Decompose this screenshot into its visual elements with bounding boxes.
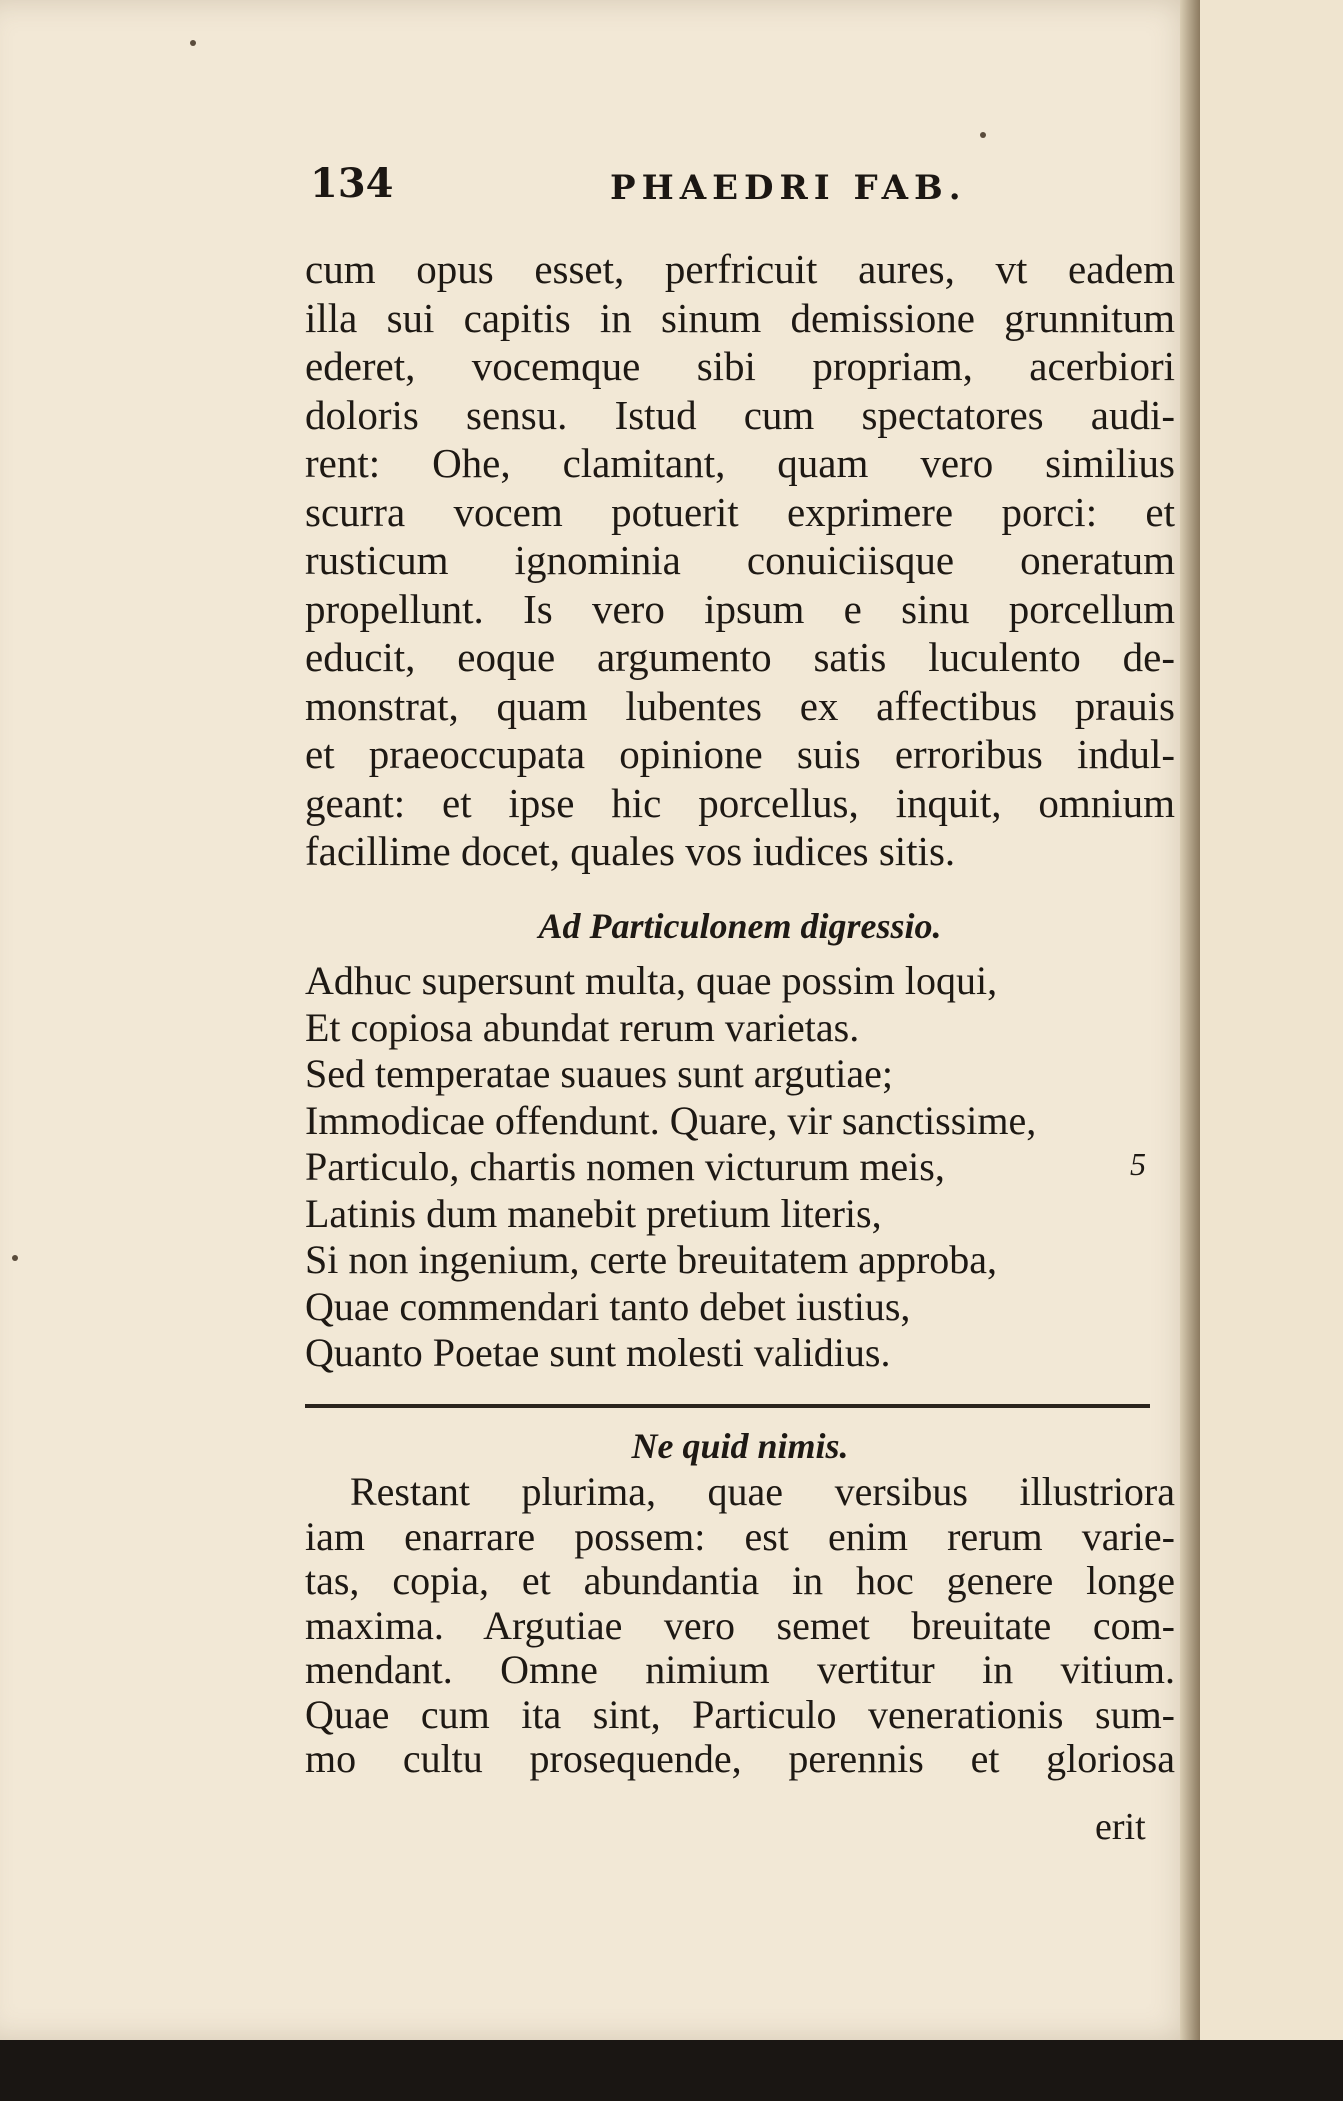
text-line: propellunt. Is vero ipsum e sinu porcellum [305, 585, 1175, 632]
text-line: geant: et ipse hic porcellus, inquit, omnium [305, 779, 1175, 826]
text-line: facillime docet, quales vos iudices sitis. [305, 828, 956, 874]
page-number: 134 [310, 160, 394, 207]
verse-line: Si non ingenium, certe breuitatem approba, [305, 1237, 998, 1282]
catchword: erit [1095, 1806, 1146, 1848]
text-line: mendant. Omne nimium vertitur in vitium. [305, 1647, 1175, 1692]
text-line: Restant plurima, quae versibus illustriora [350, 1469, 1175, 1514]
text-line: ederet, vocemque sibi propriam, acerbiori [305, 343, 1175, 389]
prose-paragraph-1 [305, 245, 1175, 876]
text-line: rusticum ignominia conuiciisque oneratum [305, 537, 1175, 583]
running-title: PHAEDRI FAB. [610, 168, 967, 208]
text-line: educit, eoque argumento satis luculento de- [305, 634, 1175, 680]
verse-line: Sed temperatae suaues sunt argutiae; [305, 1051, 893, 1096]
facing-page-edge [1190, 0, 1343, 2040]
text-line: rent: Ohe, clamitant, quam vero similius [305, 440, 1175, 486]
text-line: et praeoccupata opinione suis erroribus indul- [305, 731, 1175, 777]
verse-line: Immodicae offendunt. Quare, vir sanctissime, [305, 1097, 1037, 1143]
verse-number: 5 [1130, 1146, 1146, 1182]
text-line: tas, copia, et abundantia in hoc genere longe [305, 1558, 1175, 1603]
verse-line: Particulo, chartis nomen victurum meis, [305, 1144, 945, 1189]
verse-line: Quae commendari tanto debet iustius, [305, 1283, 911, 1329]
paper-speck [12, 1255, 18, 1261]
text-line: iam enarrare possem: est enim rerum varie- [305, 1513, 1175, 1559]
text-line: doloris sensu. Istud cum spectatores audi- [305, 391, 1175, 438]
text-line: monstrat, quam lubentes ex affectibus prauis [305, 682, 1175, 729]
prose-paragraph-2 [305, 1470, 1175, 1782]
text-line: cum opus esset, perfricuit aures, vt eadem [305, 246, 1175, 292]
verse-block [305, 958, 1175, 1377]
page-header [310, 160, 1170, 220]
text-line: mo cultu prosequende, perennis et gloriosa [305, 1736, 1175, 1781]
verse-row [305, 1144, 1175, 1191]
section-heading-ne-quid-nimis: Ne quid nimis. [631, 1426, 849, 1466]
verse-line: Latinis dum manebit pretium literis, [305, 1190, 882, 1236]
paper-speck [980, 132, 986, 138]
verse-line: Et copiosa abundat rerum varietas. [305, 1004, 860, 1050]
section-divider-rule [305, 1404, 1150, 1408]
page-gutter-shadow [1180, 0, 1200, 2040]
scan-bottom-border [0, 2040, 1343, 2101]
text-line: maxima. Argutiae vero semet breuitate com- [305, 1602, 1175, 1648]
text-line: illa sui capitis in sinum demissione grunnitum [305, 294, 1175, 341]
verse-line: Adhuc supersunt multa, quae possim loqui, [305, 958, 998, 1003]
section-heading-digressio: Ad Particulonem digressio. [538, 906, 942, 946]
verse-line: Quanto Poetae sunt molesti validius. [305, 1330, 891, 1375]
text-line: scurra vocem potuerit exprimere porci: et [305, 488, 1175, 535]
text-line: Quae cum ita sint, Particulo venerationis sum- [305, 1691, 1175, 1737]
paper-speck [190, 40, 196, 46]
